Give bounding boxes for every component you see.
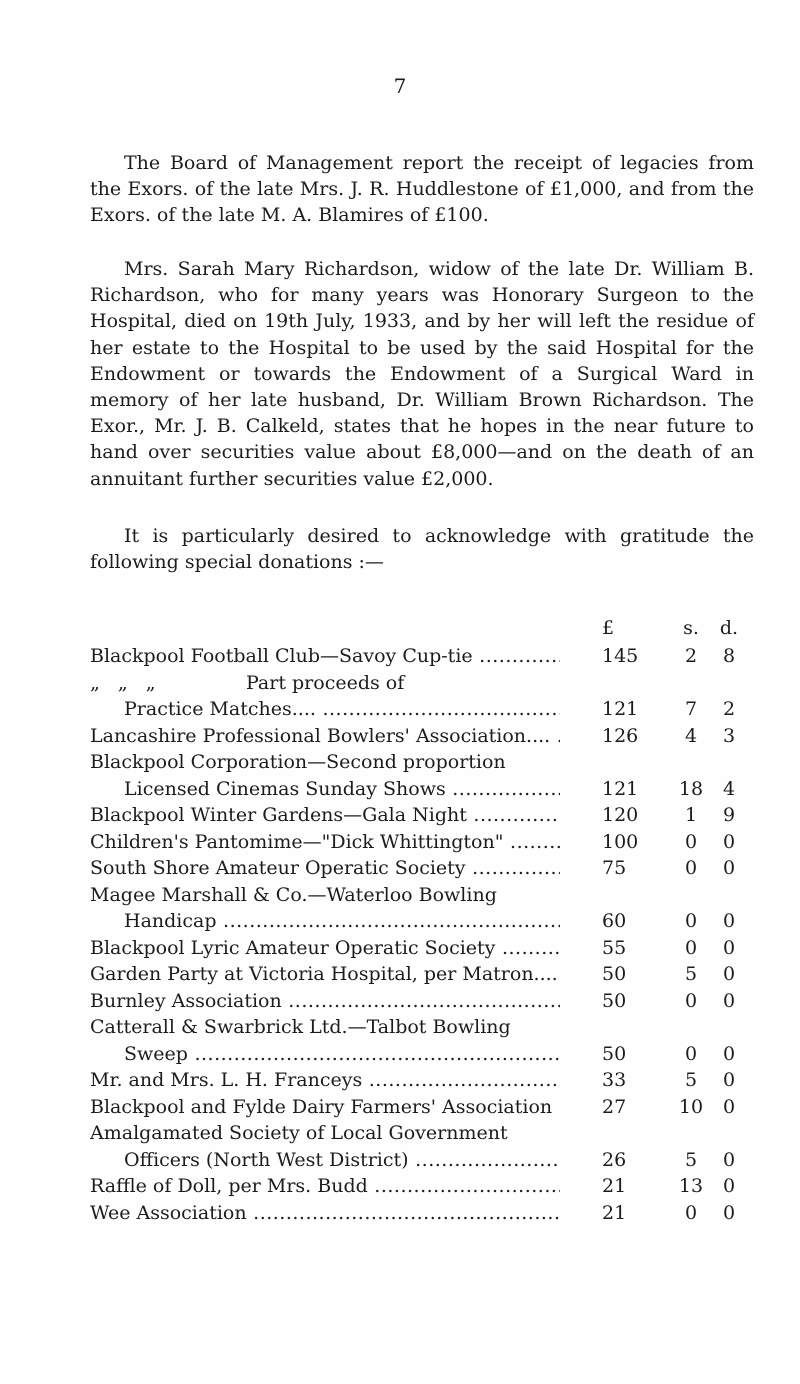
- column-header-pounds: £: [602, 617, 615, 639]
- donation-description: Practice Matches.... .....: [124, 696, 560, 723]
- donation-shillings: 4: [684, 724, 698, 747]
- donation-pounds: 27: [602, 1095, 627, 1118]
- donation-shillings: 0: [684, 1201, 698, 1224]
- donation-description: Wee Association .....: [90, 1200, 560, 1227]
- donation-pence: 0: [722, 1175, 736, 1197]
- donation-shillings: 0: [684, 830, 698, 853]
- donation-row: [90, 643, 754, 670]
- paragraph-donations-intro: It is particularly desired to acknowledge with gratitude the following special donations :—: [90, 525, 754, 574]
- donation-pounds: 121: [602, 777, 639, 800]
- donation-description: Licensed Cinemas Sunday Shows .....: [124, 776, 560, 803]
- donation-shillings: 10: [678, 1095, 704, 1118]
- donations-header-row: [90, 615, 754, 643]
- donation-shillings: 13: [678, 1175, 704, 1197]
- donation-row: [90, 1014, 754, 1041]
- donation-row: [90, 1173, 754, 1200]
- donation-pence: 0: [722, 1042, 736, 1065]
- donation-description: Part proceeds of: [246, 671, 405, 694]
- donation-description: Children's Pantomime—"Dick Whittington" .....: [90, 829, 560, 856]
- donation-pounds: 75: [602, 857, 627, 879]
- donation-pence: 0: [722, 936, 736, 959]
- donation-shillings: 0: [684, 857, 698, 879]
- donation-description: Blackpool Winter Gardens—Gala Night .....: [90, 802, 560, 829]
- donation-description: Garden Party at Victoria Hospital, per Matron.... .....: [90, 961, 560, 988]
- donation-pounds: 50: [602, 963, 627, 985]
- donation-row: [90, 855, 754, 882]
- donation-shillings: 7: [684, 698, 698, 720]
- paragraph-legacies: The Board of Management report the receipt of legacies from the Exors. of the late Mrs. J. R. Huddlestone of £1,000, and from the Exors. of the late M. A. Blamires of £100.: [90, 152, 754, 227]
- donation-row: [90, 776, 754, 803]
- column-header-pence: d.: [719, 617, 739, 639]
- donation-row: [90, 696, 754, 723]
- donation-pounds: 55: [602, 936, 627, 959]
- donation-row: [90, 829, 754, 856]
- donation-pence: 0: [722, 830, 736, 853]
- paragraph-richardson-bequest: Mrs. Sarah Mary Richardson, widow of the late Dr. William B. Richardson, who for many years was Honorary Surgeon to the Hospital, died on 19th July, 1933, and by her will left the residue of her estate to the Hospital to be used by the said Hospital for the Endowment or towards the Endowment of a Surgical Ward in memory of her late husband, Dr. William Brown Richardson. The Exor., Mr. J. B. Calkeld, states that he hopes in the near future to hand over securities value about £8,000—and on the death of an annuitant further securities value £2,000.: [90, 258, 754, 490]
- donation-pence: 0: [722, 1069, 736, 1091]
- donation-shillings: 18: [678, 777, 704, 800]
- donation-description: Officers (North West District) .....: [124, 1147, 560, 1174]
- donation-description: Mr. and Mrs. L. H. Franceys .....: [90, 1067, 560, 1094]
- donation-row: [90, 1147, 754, 1174]
- donation-pence: 0: [722, 1148, 736, 1171]
- donation-row: [90, 908, 754, 935]
- donation-shillings: 5: [684, 963, 698, 985]
- donation-row: [90, 1094, 754, 1121]
- donation-row: [90, 1200, 754, 1227]
- donation-pence: 0: [722, 910, 736, 932]
- donation-row: [90, 670, 754, 697]
- donation-pence: 8: [722, 645, 736, 667]
- donation-shillings: 5: [684, 1148, 698, 1171]
- donation-description: Lancashire Professional Bowlers' Association.... .....: [90, 723, 560, 750]
- donation-description: Amalgamated Society of Local Government: [90, 1122, 508, 1144]
- donation-shillings: 0: [684, 989, 698, 1012]
- donation-pence: 4: [722, 777, 736, 800]
- donation-pounds: 50: [602, 989, 627, 1012]
- donation-pence: 0: [722, 1201, 736, 1224]
- donation-row: [90, 882, 754, 909]
- donation-row: [90, 1041, 754, 1068]
- donation-row: [90, 1067, 754, 1094]
- donation-row: [90, 961, 754, 988]
- donation-description: Handicap .....: [124, 908, 560, 935]
- donation-pounds: 33: [602, 1069, 627, 1091]
- donation-pounds: 126: [602, 724, 639, 747]
- donation-description: Raffle of Doll, per Mrs. Budd .....: [90, 1173, 560, 1200]
- donation-row: [90, 935, 754, 962]
- donation-row: [90, 802, 754, 829]
- column-header-shillings: s.: [683, 617, 699, 639]
- donation-pounds: 60: [602, 910, 627, 932]
- donation-description: Blackpool Lyric Amateur Operatic Society .....: [90, 935, 560, 962]
- donation-pence: 2: [722, 698, 736, 720]
- donation-pence: 0: [722, 857, 736, 879]
- donation-description: [90, 670, 560, 697]
- donation-pounds: 21: [602, 1175, 627, 1197]
- donation-row: [90, 988, 754, 1015]
- donation-pence: 3: [722, 724, 736, 747]
- donation-shillings: 0: [684, 910, 698, 932]
- donations-table: [90, 615, 754, 1226]
- page-number: 7: [393, 74, 407, 98]
- ditto-marks: „ „ „: [90, 671, 162, 694]
- donation-pounds: 120: [602, 804, 639, 826]
- donation-shillings: 2: [684, 645, 698, 667]
- donation-shillings: 5: [684, 1069, 698, 1091]
- donation-shillings: 0: [684, 1042, 698, 1065]
- donation-description: Blackpool Corporation—Second proportion: [90, 751, 506, 773]
- donation-description: Blackpool Football Club—Savoy Cup-tie .....: [90, 643, 560, 670]
- donation-description: Catterall & Swarbrick Ltd.—Talbot Bowling: [90, 1016, 511, 1038]
- donation-description: Blackpool and Fylde Dairy Farmers' Association .....: [90, 1094, 560, 1121]
- donation-pence: 0: [722, 1095, 736, 1118]
- donation-pounds: 100: [602, 830, 639, 853]
- donation-description: Magee Marshall & Co.—Waterloo Bowling: [90, 883, 497, 906]
- donation-description: Burnley Association .....: [90, 988, 560, 1015]
- donation-pounds: 121: [602, 698, 639, 720]
- donation-pounds: 50: [602, 1042, 627, 1065]
- donation-pence: 0: [722, 989, 736, 1012]
- donation-row: [90, 723, 754, 750]
- donation-description: South Shore Amateur Operatic Society .....: [90, 855, 560, 882]
- donation-pounds: 145: [602, 645, 639, 667]
- donation-shillings: 1: [684, 804, 698, 826]
- donation-pence: 0: [722, 963, 736, 985]
- donation-shillings: 0: [684, 936, 698, 959]
- donation-pounds: 21: [602, 1201, 627, 1224]
- donation-description: Sweep .....: [124, 1041, 560, 1068]
- donation-pence: 9: [722, 804, 736, 826]
- donation-row: [90, 1120, 754, 1147]
- donation-row: [90, 749, 754, 776]
- donation-pounds: 26: [602, 1148, 627, 1171]
